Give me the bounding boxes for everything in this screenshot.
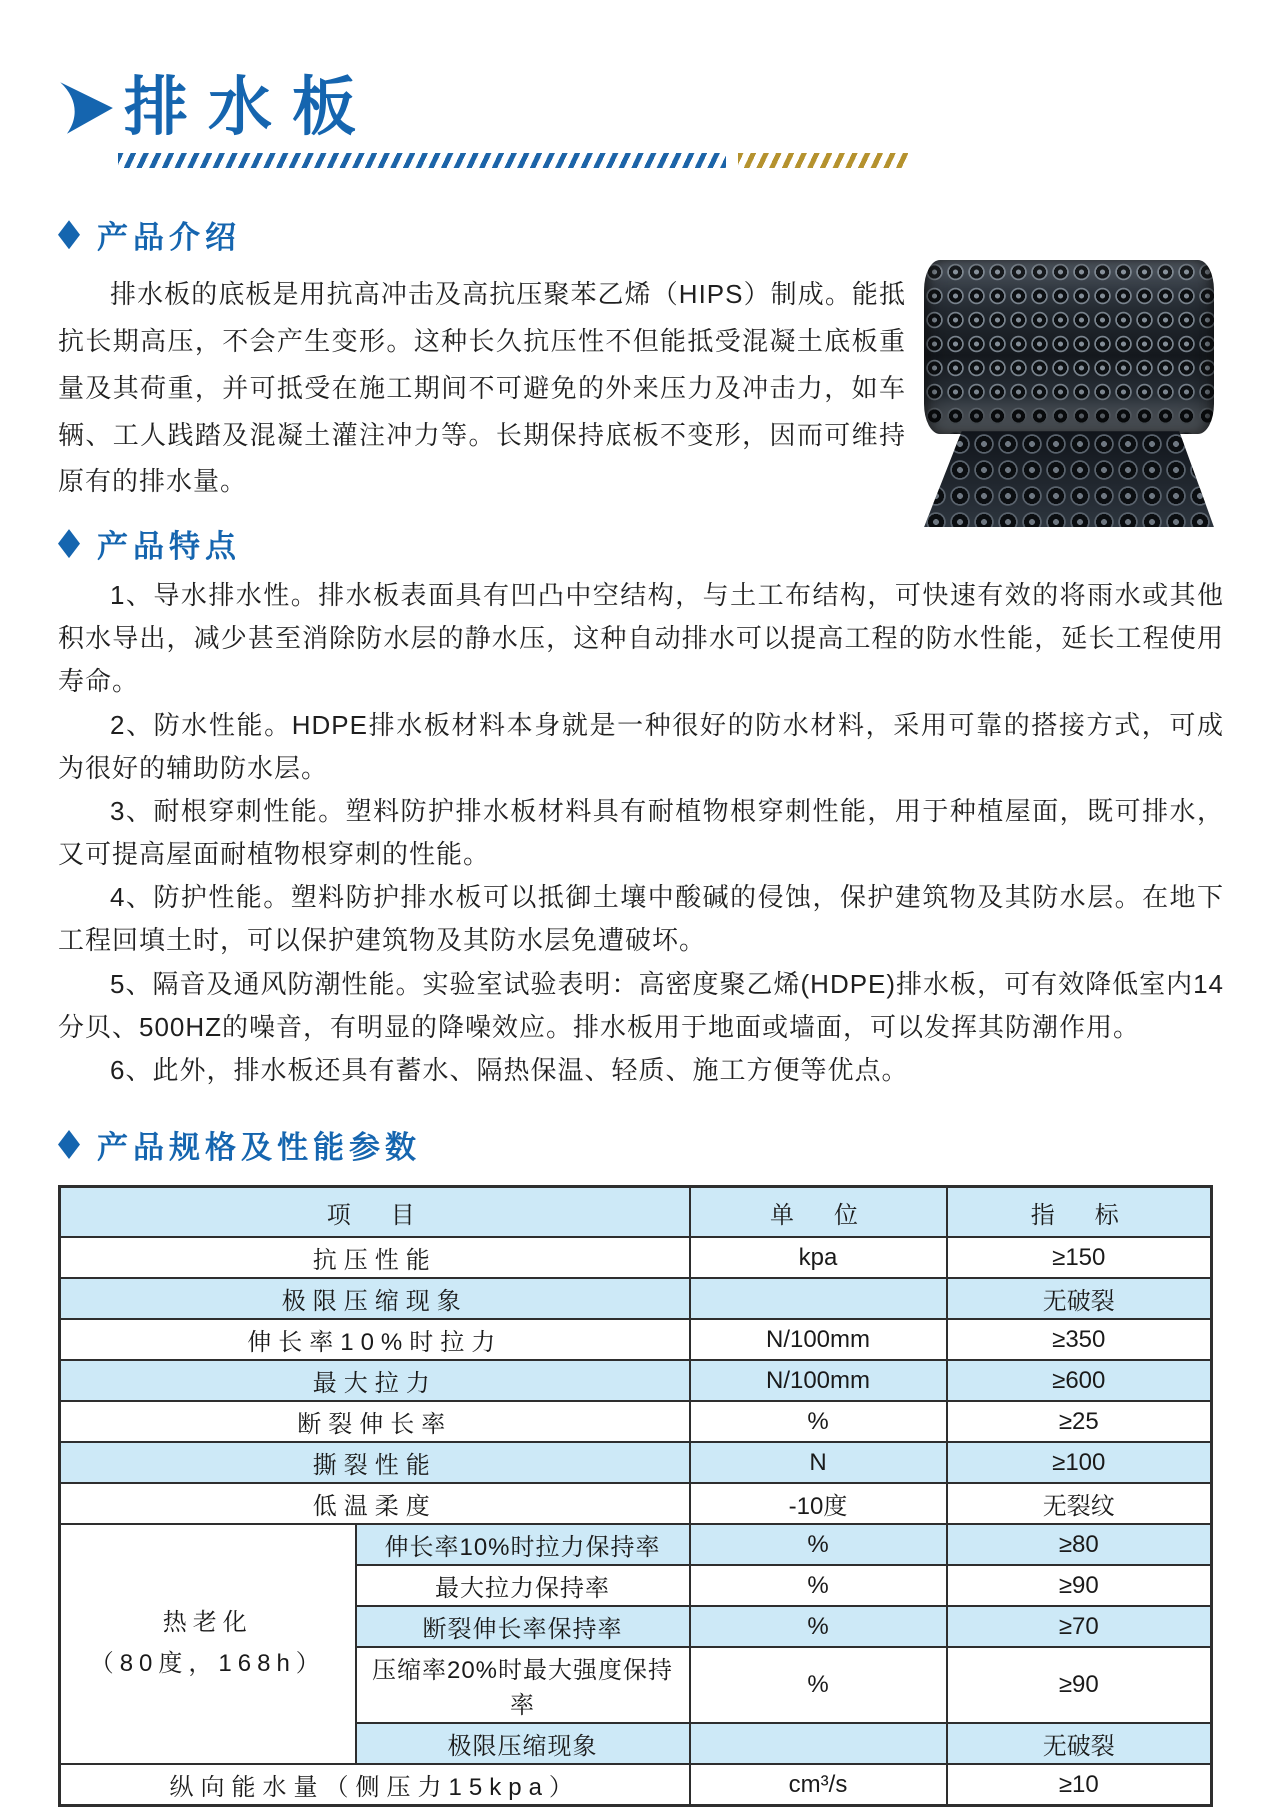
section-features: [58, 521, 1224, 1092]
cell-unit: kpa: [690, 1237, 947, 1278]
cell-unit: [690, 1723, 947, 1764]
cell-item: 纵向能水量（侧压力15kpa）: [60, 1764, 690, 1806]
cell-index: 无裂纹: [947, 1483, 1212, 1524]
cell-item: 伸长率10%时拉力: [60, 1319, 690, 1360]
cell-index: ≥90: [947, 1565, 1212, 1606]
feature-item: 3、耐根穿刺性能。塑料防护排水板材料具有耐植物根穿刺性能，用于种植屋面，既可排水，又可提高屋面耐植物根穿刺的性能。: [58, 795, 1224, 870]
table-row: [60, 1360, 1212, 1401]
col-header-unit: 单 位: [690, 1187, 947, 1238]
stripe-blue: [118, 153, 726, 168]
cell-unit: N/100mm: [690, 1319, 947, 1360]
table-row: [60, 1483, 1212, 1524]
cell-item: 断裂伸长率保持率: [356, 1606, 690, 1647]
cell-index: 无破裂: [947, 1278, 1212, 1319]
col-header-index: 指 标: [947, 1187, 1212, 1238]
table-row: [60, 1442, 1212, 1483]
table-row-heat-aging: [60, 1524, 1212, 1565]
cell-index: ≥10: [947, 1764, 1212, 1806]
cell-item: 极限压缩现象: [356, 1723, 690, 1764]
section-specs: [58, 1122, 1224, 1807]
cell-unit: cm³/s: [690, 1764, 947, 1806]
heat-aging-group-cell: [60, 1524, 356, 1764]
cell-unit: -10度: [690, 1483, 947, 1524]
cell-index: ≥600: [947, 1360, 1212, 1401]
cell-unit: %: [690, 1565, 947, 1606]
features-heading: 产品特点: [97, 529, 241, 565]
feature-item: 2、防水性能。HDPE排水板材料本身就是一种很好的防水材料，采用可靠的搭接方式，可成为很好的辅助防水层。: [58, 709, 1224, 783]
heat-aging-label: 热老化: [162, 1609, 253, 1637]
cell-item: 抗压性能: [60, 1237, 690, 1278]
feature-item: 5、隔音及通风防潮性能。实验室试验表明：高密度聚乙烯(HDPE)排水板，可有效降低室内14分贝、500HZ的噪音，有明显的降噪效应。排水板用于地面或墙面，可以发挥其防潮作用。: [58, 968, 1224, 1042]
cell-unit: %: [690, 1606, 947, 1647]
cell-item: 最大拉力保持率: [356, 1565, 690, 1606]
cell-index: ≥90: [947, 1647, 1212, 1723]
spec-table-header-row: [60, 1187, 1212, 1238]
feature-item: 6、此外，排水板还具有蓄水、隔热保温、轻质、施工方便等优点。: [110, 1054, 909, 1085]
table-row: [60, 1237, 1212, 1278]
intro-paragraph: 排水板的底板是用抗高冲击及高抗压聚苯乙烯（HIPS）制成。能抵抗长期高压，不会产生变形。这种长久抗压性不但能抵受混凝土底板重量及其荷重，并可抵受在施工期间不可避免的外来压力及冲击力，如车辆、工人践踏及混凝土灌注冲力等。长期保持底板不变形，因而可维持原有的排水量。: [58, 279, 906, 497]
stripe-gold: [738, 153, 908, 168]
spec-table: [58, 1185, 1213, 1807]
cell-item: 低温柔度: [60, 1483, 690, 1524]
cell-item: 极限压缩现象: [60, 1278, 690, 1319]
drainage-board-roll-image: [924, 260, 1214, 434]
cell-item: 压缩率20%时最大强度保持率: [356, 1647, 690, 1723]
cell-index: ≥80: [947, 1524, 1212, 1565]
page-title: 排水板: [124, 72, 376, 143]
cell-index: ≥150: [947, 1237, 1212, 1278]
diamond-bullet-icon: [58, 220, 80, 249]
cell-index: ≥25: [947, 1401, 1212, 1442]
cell-unit: [690, 1278, 947, 1319]
intro-heading-row: [58, 212, 1224, 257]
cell-unit: %: [690, 1401, 947, 1442]
cell-unit: N: [690, 1442, 947, 1483]
right-arrow-icon: [58, 78, 114, 138]
table-row: [60, 1764, 1212, 1806]
cell-unit: %: [690, 1647, 947, 1723]
cell-index: ≥350: [947, 1319, 1212, 1360]
table-row: [60, 1401, 1212, 1442]
cell-item: 伸长率10%时拉力保持率: [356, 1524, 690, 1565]
diamond-bullet-icon: [58, 529, 80, 558]
cell-index: 无破裂: [947, 1723, 1212, 1764]
section-intro: [58, 212, 1224, 505]
specs-heading: 产品规格及性能参数: [97, 1130, 421, 1166]
cell-unit: %: [690, 1524, 947, 1565]
heat-aging-sublabel: （80度，168h）: [89, 1650, 326, 1678]
page-title-row: [58, 0, 1224, 141]
table-row: [60, 1319, 1212, 1360]
table-row: [60, 1278, 1212, 1319]
cell-index: ≥100: [947, 1442, 1212, 1483]
diamond-bullet-icon: [58, 1130, 80, 1159]
product-photo: [924, 260, 1214, 530]
divider-stripes: [118, 153, 1224, 168]
specs-heading-row: [58, 1122, 1224, 1167]
intro-heading: 产品介绍: [97, 220, 241, 256]
cell-item: 断裂伸长率: [60, 1401, 690, 1442]
cell-item: 最大拉力: [60, 1360, 690, 1401]
col-header-item: 项 目: [60, 1187, 690, 1238]
cell-index: ≥70: [947, 1606, 1212, 1647]
cell-unit: N/100mm: [690, 1360, 947, 1401]
drainage-board-sheet-image: [924, 431, 1214, 527]
feature-item: 4、防护性能。塑料防护排水板可以抵御土壤中酸碱的侵蚀，保护建筑物及其防水层。在地下工程回填土时，可以保护建筑物及其防水层免遭破坏。: [58, 882, 1224, 956]
cell-item: 撕裂性能: [60, 1442, 690, 1483]
feature-item: 1、导水排水性。排水板表面具有凹凸中空结构，与土工布结构，可快速有效的将雨水或其他积水导出，减少甚至消除防水层的静水压，这种自动排水可以提高工程的防水性能，延长工程使用寿命。: [58, 580, 1224, 697]
